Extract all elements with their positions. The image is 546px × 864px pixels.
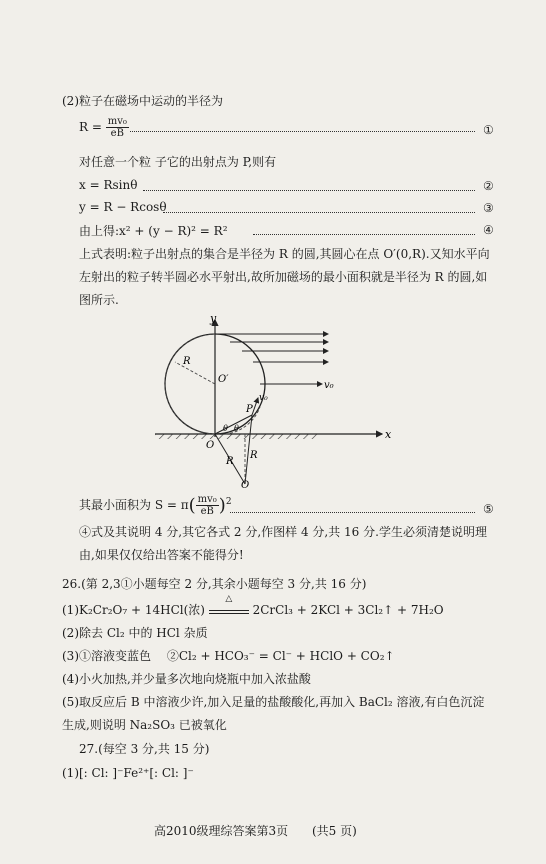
label-r-bottom-2: R (250, 450, 258, 461)
equation-2: x = Rsinθ (79, 178, 138, 192)
footer-page-label: 高2010级理综答案第3页 (154, 824, 289, 838)
equals-with-delta (209, 594, 249, 614)
q26-item-4: (4)小火加热,并少量多次地向烧瓶中加入浓盐酸 (62, 672, 311, 686)
label-theta-left: θ (223, 424, 228, 433)
label-o-prime: O′ (218, 374, 229, 385)
eq1-fraction (106, 116, 129, 139)
q26-item-5-line2: 生成,则说明 Na₂SO₃ 已被氧化 (62, 718, 227, 732)
eq1-lhs: R = (79, 120, 102, 134)
q27-item-1: (1)[: Cl: ]⁻Fe²⁺[: Cl: ]⁻ (62, 766, 194, 780)
footer-page-total: (共5 页) (312, 824, 357, 838)
q26-item-3: (3)①溶液变蓝色 ②Cl₂ + HCO₃⁻ = Cl⁻ + HClO + CO₂↑ (62, 649, 395, 663)
label-y: y (210, 312, 217, 325)
eq5-lhs: 其最小面积为 S = π (79, 498, 189, 512)
q26-item1-right: 2CrCl₃ + 2KCl + 3Cl₂↑ + 7H₂O (252, 603, 444, 617)
label-v0-p: v₀ (259, 393, 268, 403)
q26-item-2: (2)除去 Cl₂ 中的 HCl 杂质 (62, 626, 208, 640)
eq1-leader (130, 131, 475, 132)
eq2-tag: ② (483, 179, 494, 193)
eq5-denominator: eB (200, 506, 214, 517)
eq5-power: 2 (225, 497, 232, 507)
eq1-tag: ① (483, 123, 494, 137)
label-r-left: R (183, 356, 191, 367)
eq1-denominator: eB (110, 128, 124, 139)
eq5-fraction (196, 494, 219, 517)
q27-title: 27.(每空 3 分,共 15 分) (79, 742, 210, 756)
eq5-tag: ⑤ (483, 502, 494, 516)
q26-item1-left: (1)K₂Cr₂O₇ + 14HCl(浓) (62, 603, 205, 617)
label-o-low: O (241, 480, 250, 490)
label-x: x (385, 428, 392, 441)
dashed-arc-left (165, 334, 215, 434)
eq3-tag: ③ (483, 201, 494, 215)
equation-3: y = R − Rcosθ (79, 200, 167, 214)
eq4-leader (253, 234, 475, 235)
eq1-numerator: mv₀ (107, 116, 127, 127)
label-p: P (246, 404, 253, 415)
q26-item-5-line1: (5)取反应后 B 中溶液少许,加入足量的盐酸酸化,再加入 BaCl₂ 溶液,有白色沉淀 (62, 695, 485, 709)
eq4-tag: ④ (483, 223, 494, 237)
equation-5: 其最小面积为 S = π( $\frac{\text{mv₀}}{eB}$ )$^2$ (79, 494, 232, 517)
conclusion-paragraph: 上式表明:粒子出射点的集合是半径为 R 的圆,其圆心在点 O′(0,R).又知水平向左射出的粒子转半圆必水平射出,故所加磁场的最小面积就是半径为 R 的圆,如图所示. (79, 247, 490, 307)
part2-header: (2)粒子在磁场中运动的半径为 (62, 94, 223, 108)
eq5-numerator: mv₀ (197, 494, 217, 505)
grading-note: ④式及其说明 4 分,其它各式 2 分,作图样 4 分,共 16 分.学生必须清楚说明理由,如果仅仅给出答案不能得分! (79, 525, 487, 562)
label-r-bottom-1: R (226, 456, 234, 467)
eq3-leader (163, 212, 475, 213)
intro-line: 对任意一个粒 子它的出射点为 P,则有 (79, 155, 277, 169)
q26-title: 26.(第 2,3①小题每空 2 分,其余小题每空 3 分,共 16 分) (62, 577, 367, 591)
radius-line (175, 362, 215, 384)
eq2-leader (143, 190, 475, 191)
label-v0-right: v₀ (324, 380, 334, 391)
label-theta-right: θ (234, 424, 239, 433)
delta-symbol: △ (225, 594, 233, 604)
label-o: O (206, 440, 215, 451)
ground-hatch (155, 434, 320, 439)
equation-1 (79, 116, 129, 139)
q26-item-1 (62, 594, 444, 618)
equation-4: 由上得:x² + (y − R)² = R² (79, 224, 228, 238)
eq5-leader (230, 512, 475, 513)
magnetic-field-figure (150, 312, 400, 490)
